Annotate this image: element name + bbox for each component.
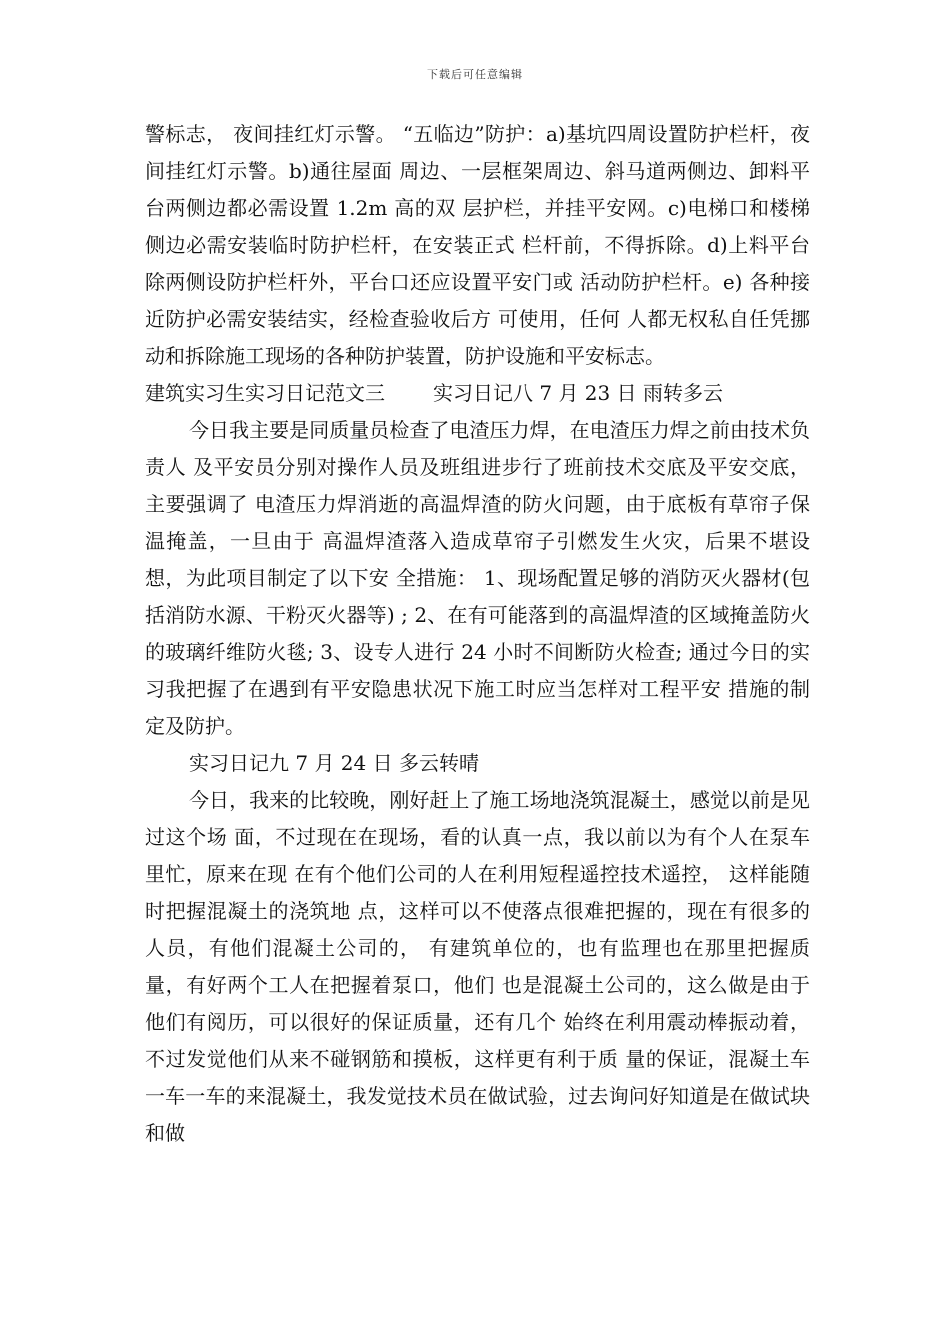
page-header: 下载后可任意编辑 <box>427 68 523 81</box>
article-title: 建筑实习生实习日记范文三 <box>145 381 385 405</box>
diary-entry-8-title: 实习日记八 7 月 23 日 雨转多云 <box>433 381 723 405</box>
diary-entry-9-title: 实习日记九 7 月 24 日 多云转晴 <box>189 751 479 775</box>
paragraph-safety-guards: 警标志， 夜间挂红灯示警。 “五临边”防护：a)基坑四周设置防护栏杆，夜间挂红灯示警。b)通往屋面 周边、一层框架周边、斜马道两侧边、卸料平台两侧边都必需设置 1.2m 高的双 层护栏，并挂平安网。c)电梯口和楼梯侧边必需安装临时防护栏杆，在安装正式 栏杆前，不得拆除。d)上料平台除两侧设防护栏杆外，平台口还应设置平安门或 活动防护栏杆。e) 各种接近防护必需安装结实，经检查验收后方 可使用，任何 人都无权私自任凭挪动和拆除施工现场的各种防护装置，防护设施和平安标志。 <box>145 122 810 368</box>
diary-heading-line <box>145 375 810 412</box>
paragraph-diary-9: 今日，我来的比较晚，刚好赶上了施工场地浇筑混凝土，感觉以前是见过这个场 面，不过现在在现场，看的认真一点，我以前以为有个人在泵车里忙，原来在现 在有个他们公司的人在利用短程遥控技术遥控， 这样能随时把握混凝土的浇筑地 点，这样可以不使落点很难把握的，现在有很多的人员，有他们混凝土公司的， 有建筑单位的，也有监理也在那里把握质量，有好两个工人在把握着泵口，他们 也是混凝土公司的，这么做是由于他们有阅历，可以很好的保证质量，还有几个 始终在利用震动棒振动着，不过发觉他们从来不碰钢筋和摸板，这样更有利于质 量的保证，混凝土车一车一车的来混凝土，我发觉技术员在做试验，过去询问好知道是在做试块和做 <box>145 788 810 1145</box>
paragraph-diary-8: 今日我主要是同质量员检查了电渣压力焊，在电渣压力焊之前由技术负责人 及平安员分别对操作人员及班组进步行了班前技术交底及平安交底， 主要强调了 电渣压力焊消逝的高温焊渣的防火问题，由于底板有草帘子保温掩盖，一旦由于 高温焊渣落入造成草帘子引燃发生火灾，后果不堪设想，为此项目制定了以下安 全措施： 1、现场配置足够的消防灭火器材(包括消防水源、干粉灭火器等) ; 2、在有可能落到的高温焊渣的区域掩盖防火的玻璃纤维防火毯; 3、设专人进行 24 小时不间断防火检查; 通过今日的实习我把握了在遇到有平安隐患状况下施工时应当怎样对工程平安 措施的制定及防护。 <box>145 418 810 738</box>
document-body <box>145 116 810 1152</box>
